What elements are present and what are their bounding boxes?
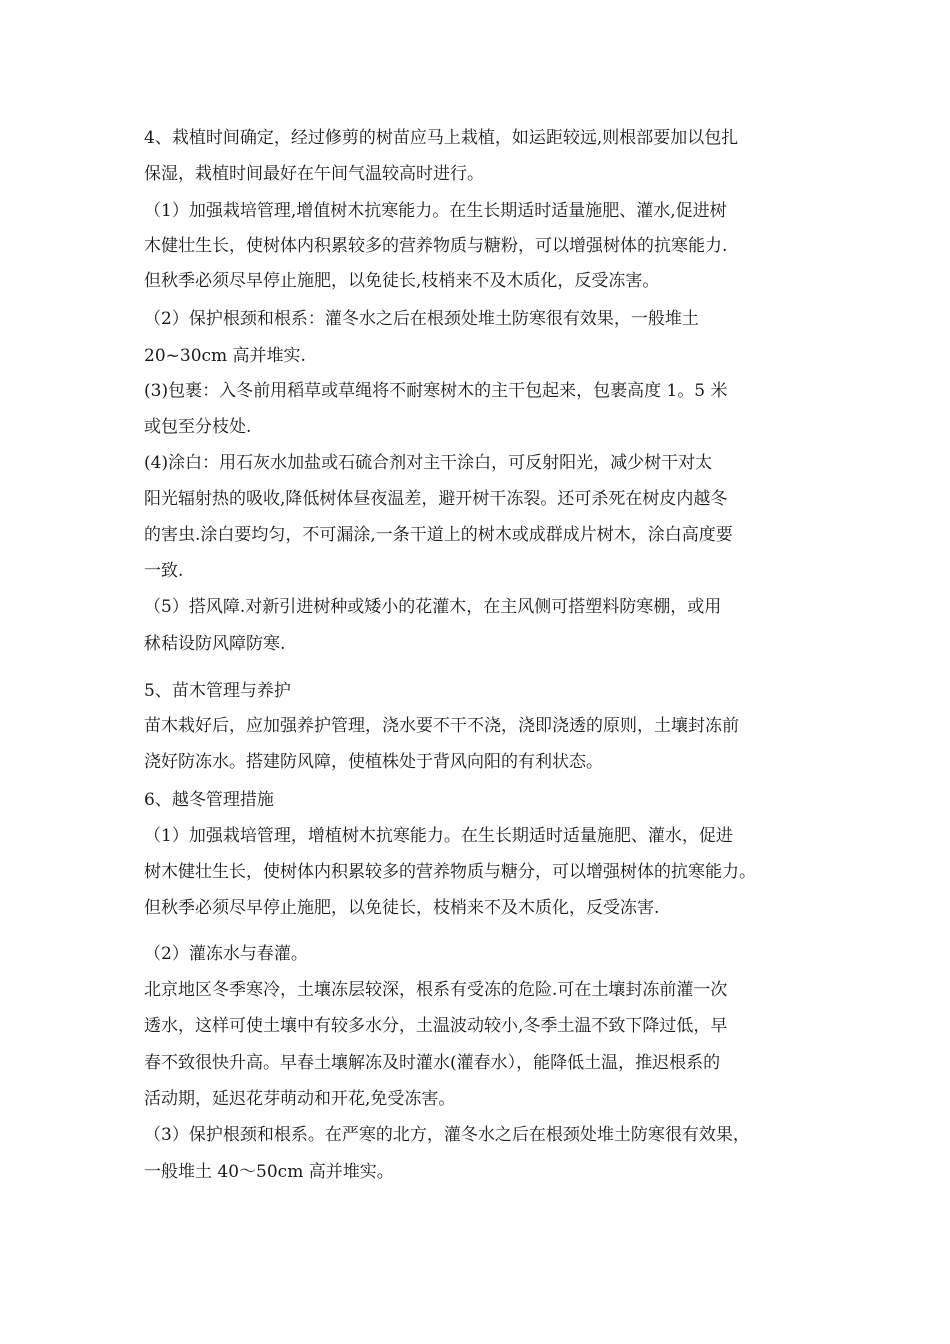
text-line: 一般堆土 40～50cm 高并堆实。 bbox=[144, 1162, 394, 1182]
text-line: 4、栽植时间确定，经过修剪的树苗应马上栽植，如运距较远,则根部要加以包扎 bbox=[144, 128, 739, 148]
text-line: 一致. bbox=[144, 561, 184, 581]
text-line: 但秋季必须尽早停止施肥，以免徒长,枝梢来不及木质化，反受冻害。 bbox=[144, 271, 660, 291]
text-line: (4)涂白：用石灰水加盐或石硫合剂对主干涂白，可反射阳光，减少树干对太 bbox=[144, 453, 713, 473]
text-line: 透水，这样可使土壤中有较多水分，土温波动较小,冬季土温不致下降过低，早 bbox=[144, 1016, 728, 1036]
text-line: 春不致很快升高。早春土壤解冻及时灌水(灌春水），能降低土温，推迟根系的 bbox=[144, 1053, 721, 1073]
text-line: （3）保护根颈和根系。在严寒的北方，灌冬水之后在根颈处堆土防寒很有效果， bbox=[144, 1125, 750, 1145]
text-line: 或包至分枝处. bbox=[144, 417, 252, 437]
text-line: 保湿，栽植时间最好在午间气温较高时进行。 bbox=[144, 164, 484, 184]
text-line: 苗木栽好后，应加强养护管理，浇水要不干不浇，浇即浇透的原则，土壤封冻前 bbox=[144, 716, 739, 736]
section-heading: 6、越冬管理措施 bbox=[144, 790, 274, 810]
section-heading: 5、苗木管理与养护 bbox=[144, 681, 291, 701]
text-line: 树木健壮生长，使树体内积累较多的营养物质与糖分，可以增强树体的抗寒能力。 bbox=[144, 862, 756, 882]
text-line: 浇好防冻水。搭建防风障，使植株处于背风向阳的有利状态。 bbox=[144, 752, 603, 772]
text-line: 北京地区冬季寒冷，土壤冻层较深，根系有受冻的危险.可在土壤封冻前灌一次 bbox=[144, 980, 728, 1000]
text-line: 秫秸设防风障防寒. bbox=[144, 634, 286, 654]
text-line: （2）灌冻水与春灌。 bbox=[144, 944, 308, 964]
text-line: 活动期，延迟花芽萌动和开花,免受冻害。 bbox=[144, 1089, 456, 1109]
text-line: 但秋季必须尽早停止施肥，以免徒长，枝梢来不及木质化，反受冻害. bbox=[144, 898, 660, 918]
text-line: （2）保护根颈和根系：灌冬水之后在根颈处堆土防寒很有效果，一般堆土 bbox=[144, 309, 699, 329]
text-line: （5）搭风障.对新引进树种或矮小的花灌木，在主风侧可搭塑料防寒棚，或用 bbox=[144, 597, 722, 617]
text-line: （1）加强栽培管理,增值树木抗寒能力。在生长期适时适量施肥、灌水,促进树 bbox=[144, 201, 727, 221]
text-line: 20~30cm 高并堆实. bbox=[144, 346, 306, 366]
text-line: 阳光辐射热的吸收,降低树体昼夜温差，避开树干冻裂。还可杀死在树皮内越冬 bbox=[144, 489, 728, 509]
text-line: 的害虫.涂白要均匀，不可漏涂,一条干道上的树木或成群成片树木，涂白高度要 bbox=[144, 525, 733, 545]
text-line: （1）加强栽培管理，增植树木抗寒能力。在生长期适时适量施肥、灌水，促进 bbox=[144, 826, 733, 846]
text-line: 木健壮生长，使树体内积累较多的营养物质与糖粉，可以增强树体的抗寒能力. bbox=[144, 236, 728, 256]
text-line: (3)包裹：入冬前用稻草或草绳将不耐寒树木的主干包起来，包裹高度 1。5 米 bbox=[144, 381, 728, 401]
